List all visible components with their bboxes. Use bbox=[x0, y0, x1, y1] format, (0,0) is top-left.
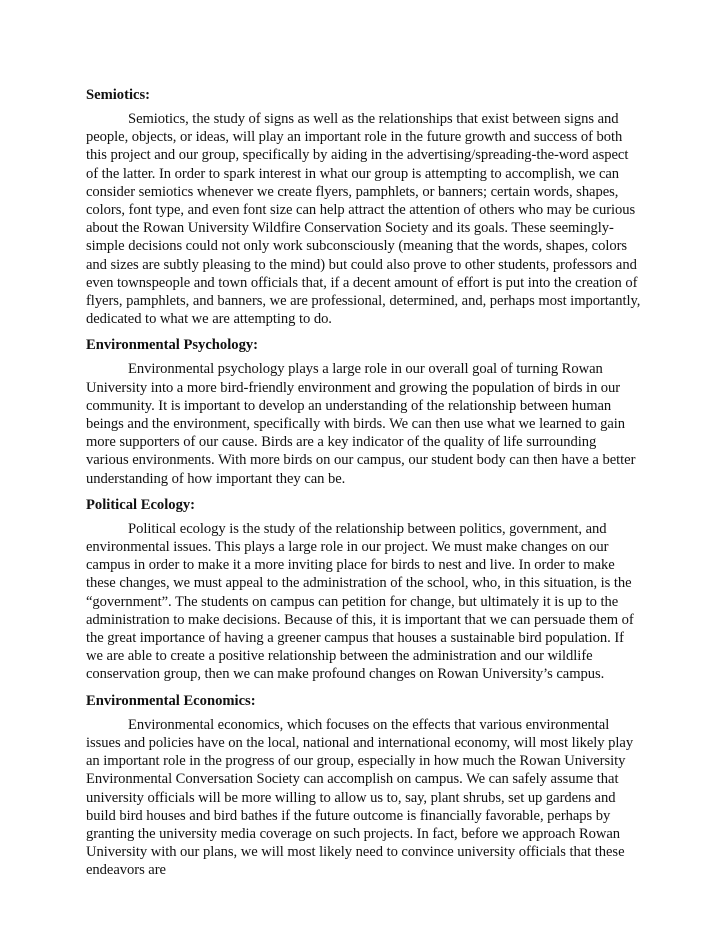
section-paragraph: Semiotics, the study of signs as well as the relationships that exist between signs and people, objects, or ideas, will play an important role in the future growth and success of both this project and our group, specifically by aiding in the advertising/spreading-the-word aspect of the latter. In order to spark interest in what our group is attempting to accomplish, we can consider semiotics whenever we create flyers, pamphlets, or banners; certain words, shapes, colors, font type, and even font size can help attract the attention of others who may be curious about the Rowan University Wildfire Conservation Society and its goals. These seemingly-simple decisions could not only work subconsciously (meaning that the words, shapes, colors and sizes are subtly pleasing to the mind) but could also prove to other students, professors and even townspeople and town officials that, if a decent amount of effort is put into the creation of flyers, pamphlets, and banners, we are professional, determined, and, perhaps most importantly, dedicated to what we are attempting to do. bbox=[86, 111, 641, 328]
section-environmental-economics bbox=[86, 692, 642, 880]
section-heading: Environmental Psychology: bbox=[86, 337, 259, 354]
document-page bbox=[86, 86, 642, 880]
section-heading: Semiotics: bbox=[86, 87, 151, 103]
section-semiotics bbox=[86, 86, 642, 328]
section-heading: Environmental Economics: bbox=[86, 692, 256, 709]
section-political-ecology bbox=[86, 496, 642, 684]
section-environmental-psychology bbox=[86, 336, 642, 487]
section-paragraph: Environmental psychology plays a large role in our overall goal of turning Rowan University into a more bird-friendly environment and growing the population of birds in our community. It is important to develop an understanding of the relationship between human beings and the environment, specifically with birds. We can then use what we learned to gain more supporters of our cause. Birds are a key indicator of the quality of life surrounding various environments. With more birds on our campus, our student body can then have a better understanding of how important they can be. bbox=[86, 361, 636, 487]
section-heading: Political Ecology: bbox=[86, 496, 196, 513]
section-paragraph: Political ecology is the study of the relationship between politics, government, and environmental issues. This plays a large role in our project. We must make changes on our campus in order to make it a more inviting place for birds to nest and live. In order to make these changes, we must appeal to the administration of the school, who, in this situation, is the “government”. The students on campus can petition for change, but ultimately it is up to the administration to make decisions. Because of this, it is important that we can persuade them of the great importance of having a greener campus that houses a sustainable bird population. If we are able to create a positive relationship between the administration and our wildlife conservation group, then we can make profound changes on Rowan University’s campus. bbox=[86, 520, 634, 683]
section-paragraph: Environmental economics, which focuses on the effects that various environmental issues and policies have on the local, national and international economy, will most likely play an important role in the progress of our group, especially in how much the Rowan University Environmental Conversation Society can accomplish on campus. We can safely assume that university officials will be more willing to allow us to, say, plant shrubs, set up gardens and build bird houses and bird bathes if the future outcome is financially favorable, perhaps by granting the university media coverage on such projects. In fact, before we approach Rowan University with our plans, we will most likely need to convince university officials that these endeavors are bbox=[86, 716, 634, 879]
